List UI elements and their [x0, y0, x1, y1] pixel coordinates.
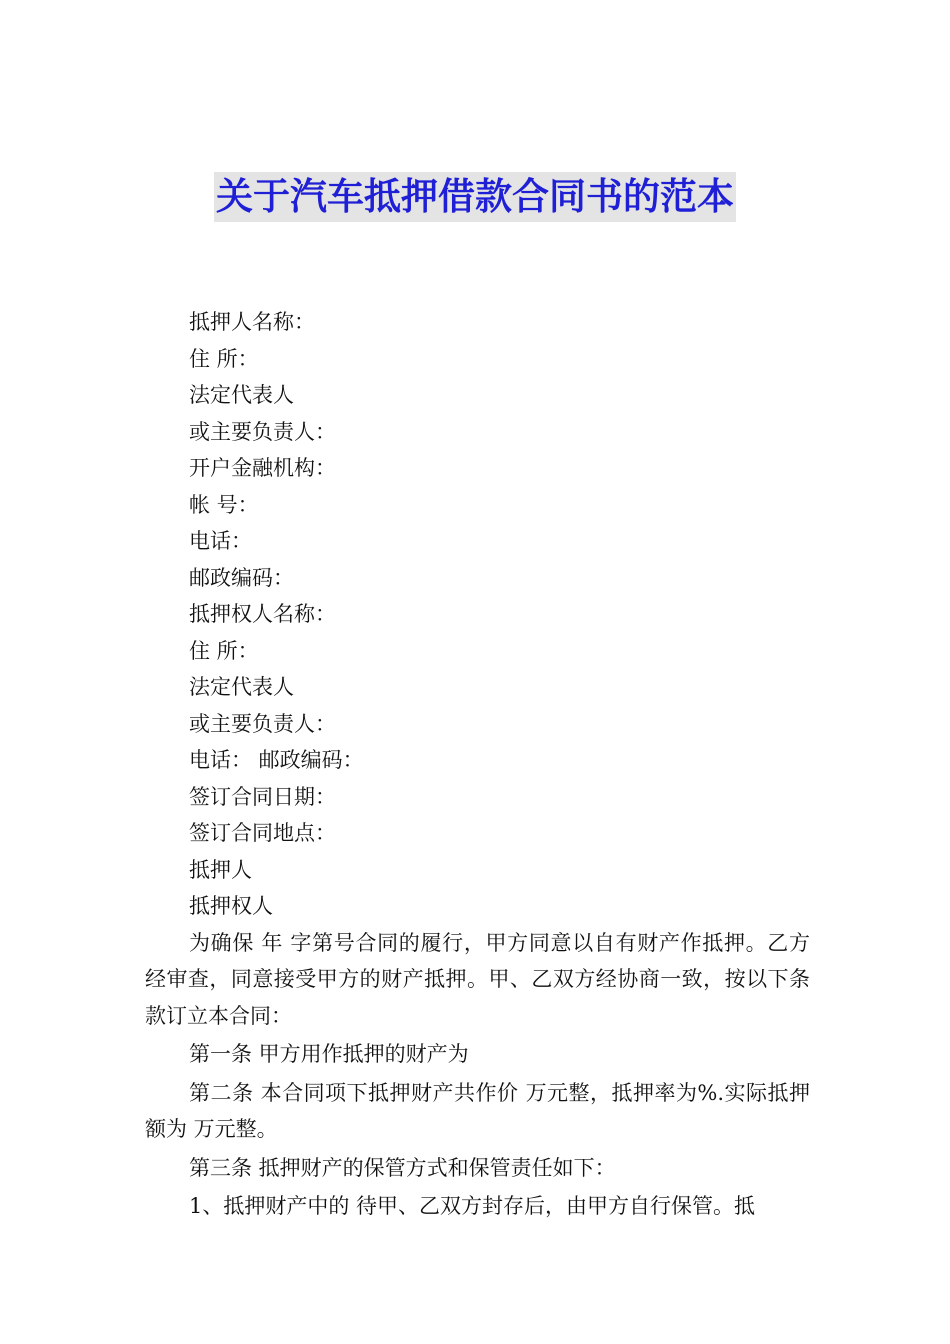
mortgagor-phone-line: 电话： [189, 529, 252, 553]
mortgagee-name-line: 抵押权人名称： [189, 602, 336, 626]
signing-place-line: 签订合同地点： [189, 821, 336, 845]
mortgagee-principal-line: 或主要负责人： [189, 711, 336, 736]
article-1: 第一条 甲方用作抵押的财产为 [189, 1042, 469, 1066]
document-title-text: 关于汽车抵押借款合同书的范本 [214, 172, 736, 222]
document-body [145, 304, 810, 1225]
mortgagee-phone-postcode-line: 电话： 邮政编码： [189, 748, 364, 772]
mortgagor-account-line: 帐 号： [189, 492, 259, 517]
article-2: 第二条 本合同项下抵押财产共作价 万元整，抵押率为%.实际抵押额为 万元整。 [145, 1080, 810, 1141]
article-3-item-1: 1、抵押财产中的 待甲、乙双方封存后，由甲方自行保管。抵 [189, 1194, 756, 1218]
mortgagor-principal-line: 或主要负责人： [189, 419, 336, 444]
mortgagee-address-line: 住 所： [189, 638, 259, 663]
mortgagor-address-line: 住 所： [189, 346, 259, 371]
mortgagor-legal-rep-line: 法定代表人 [189, 383, 294, 407]
intro-paragraph: 为确保 年 字第号合同的履行，甲方同意以自有财产作抵押。乙方经审查，同意接受甲方的财产抵押。甲、乙双方经协商一致，按以下条款订立本合同： [145, 930, 810, 1028]
mortgagor-postcode-line: 邮政编码： [189, 565, 294, 590]
mortgagee-legal-rep-line: 法定代表人 [189, 675, 294, 699]
document-title [0, 172, 950, 222]
mortgagor-bank-line: 开户金融机构： [189, 456, 336, 480]
signing-date-line: 签订合同日期： [189, 784, 336, 809]
mortgagee-label: 抵押权人 [189, 894, 273, 918]
article-3: 第三条 抵押财产的保管方式和保管责任如下： [189, 1155, 616, 1180]
mortgagor-label: 抵押人 [189, 857, 252, 882]
mortgagor-name-line: 抵押人名称： [189, 310, 315, 334]
